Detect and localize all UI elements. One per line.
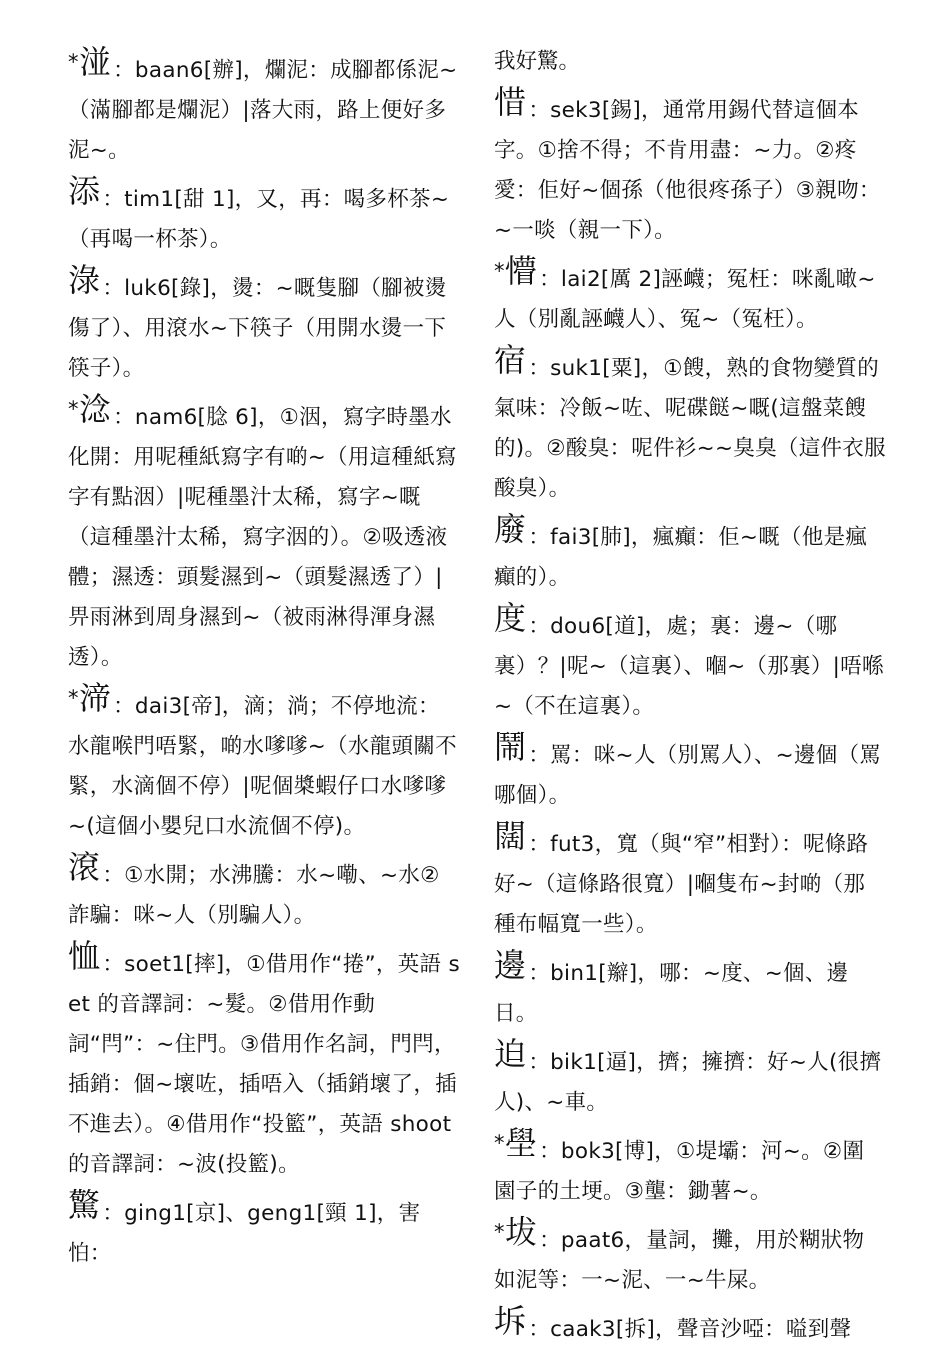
- left-column: [68, 42, 460, 1274]
- dictionary-entry: [494, 1212, 886, 1301]
- headword: 度: [494, 599, 527, 637]
- definition-text: ：bok3[博]，①堤壩：河~。②圍園子的土埂。③壟：鋤薯~。: [494, 1139, 865, 1204]
- dictionary-entry: [494, 1034, 886, 1123]
- definition-text: ：nam6[腍 6]，①洇，寫字時墨水化開：用呢種紙寫字有啲~（用這種紙寫字有點洇）|呢種墨汁太稀，寫字~嘅（這種墨汁太稀，寫字洇的）。②吸透液體；濕透：頭髮濕到~（頭髮濕透了）|畀雨淋到周身濕到~（被雨淋得渾身濕透）。: [68, 405, 457, 670]
- definition-text: ：soet1[摔]，①借用作“捲”，英語 set 的音譯詞：~髮。②借用作動詞“閂”：~住門。③借用作名詞，門閂，插銷：個~壞咗，插唔入（插銷壞了，插不進去）。④借用作“投籃”，英語 shoot 的音譯詞：~波(投籃)。: [68, 952, 460, 1177]
- entry-marker: *: [68, 397, 79, 421]
- entry-marker: *: [494, 1220, 505, 1244]
- definition-text: ：suk1[粟]，①餿，熟的食物變質的氣味：冷飯~咗、呢碟餸~嘅(這盤菜餿的)。②酸臭：呢件衫~~臭臭（這件衣服酸臭）。: [494, 356, 886, 501]
- headword: 惜: [494, 83, 527, 121]
- definition-text: ：bik1[逼]，擠；擁擠：好~人(很擠人)、~車。: [494, 1050, 882, 1115]
- definition-text: ：lai2[厲 2]誣衊；冤枉：咪亂噉~人（別亂誣衊人）、冤~（冤枉）。: [494, 267, 876, 332]
- headword: 添: [68, 172, 101, 210]
- entry-marker: *: [494, 1131, 505, 1155]
- headword: 闊: [494, 817, 527, 855]
- dictionary-entry: [68, 260, 460, 389]
- dictionary-entry: [494, 82, 886, 251]
- dictionary-entry: [494, 727, 886, 816]
- right-column: [494, 42, 886, 1350]
- definition-text: ：tim1[甜 1]，又，再：喝多杯茶~（再喝一杯茶）。: [68, 187, 450, 252]
- dictionary-entry: [68, 936, 460, 1185]
- definition-text: ：dou6[道]，處；裏：邊~（哪裏）？|呢~（這裏）、嗰~（那裏）|唔喺~（不在這裏）。: [494, 614, 884, 719]
- dictionary-entry: [494, 598, 886, 727]
- entry-marker: *: [68, 686, 79, 710]
- headword: 壆: [504, 1124, 538, 1162]
- definition-text: ：paat6，量詞，攤，用於糊狀物如泥等：一~泥、一~牛屎。: [494, 1228, 865, 1293]
- dictionary-entry: [494, 340, 886, 509]
- headword: 湴: [78, 43, 112, 81]
- definition-text: ：罵：咪~人（別罵人）、~邊個（罵哪個）。: [494, 743, 882, 808]
- definition-text: ：fut3，寬（與“窄”相對）：呢條路好~（這條路很寬）|嗰隻布~封啲（那種布幅寬一些）。: [494, 832, 869, 937]
- definition-text: ：①水開；水沸騰：水~嘞、~水②詐騙：咪~人（別騙人）。: [68, 863, 440, 928]
- definition-text: ：caak3[拆]，聲音沙啞：嗌到聲: [528, 1317, 852, 1342]
- headword: 宿: [494, 341, 527, 379]
- dictionary-entry: [68, 1185, 460, 1274]
- dictionary-entry: [68, 847, 460, 936]
- headword: 廢: [494, 510, 527, 548]
- definition-text: ：ging1[京]、geng1[頸 1]，害怕：: [68, 1201, 421, 1266]
- dictionary-entry: [494, 251, 886, 340]
- headword: 驚: [68, 1186, 101, 1224]
- entry-marker: *: [494, 259, 505, 283]
- definition-text: ：luk6[錄]，燙：~嘅隻腳（腳被燙傷了）、用滾水~下筷子（用開水燙一下筷子）。: [68, 276, 447, 381]
- headword: 恤: [68, 937, 101, 975]
- headword: 淰: [78, 390, 112, 428]
- definition-text: ：fai3[肺]，瘋癲：佢~嘅（他是瘋癲的）。: [494, 525, 868, 590]
- headword: 淥: [68, 261, 101, 299]
- headword: 渧: [78, 679, 112, 717]
- dictionary-entry: [68, 42, 460, 171]
- headword: 懵: [504, 252, 538, 290]
- dictionary-entry: [494, 1301, 886, 1350]
- definition-text: ：baan6[辦]，爛泥：成腳都係泥~（滿腳都是爛泥）|落大雨，路上便好多泥~。: [68, 58, 458, 163]
- dictionary-entry: [494, 1123, 886, 1212]
- headword: 迫: [494, 1035, 527, 1073]
- dictionary-entry: [68, 389, 460, 678]
- definition-text: ：dai3[帝]，滴；淌；不停地流：水龍喉門唔緊，啲水嗲嗲~（水龍頭關不緊，水滴個不停）|呢個槳蝦仔口水嗲嗲~(這個小嬰兒口水流個不停)。: [68, 694, 457, 839]
- continuation-text: 我好驚。: [494, 49, 581, 74]
- headword: 鬧: [494, 728, 527, 766]
- entry-marker: *: [68, 50, 79, 74]
- headword: 滾: [68, 848, 101, 886]
- dictionary-entry: [494, 509, 886, 598]
- dictionary-entry: [68, 171, 460, 260]
- headword: 坼: [494, 1302, 527, 1340]
- definition-text: ：bin1[辮]，哪：~度、~個、邊日。: [494, 961, 849, 1026]
- headword: 邊: [494, 946, 527, 984]
- headword: 坺: [504, 1213, 538, 1251]
- dictionary-entry: [494, 816, 886, 945]
- dictionary-entry: [494, 945, 886, 1034]
- dictionary-entry: [68, 678, 460, 847]
- definition-text: ：sek3[錫]，通常用錫代替這個本字。①捨不得；不肯用盡：~力。②疼愛：佢好~個孫（他很疼孫子）③親吻：~一啖（親一下）。: [494, 98, 881, 243]
